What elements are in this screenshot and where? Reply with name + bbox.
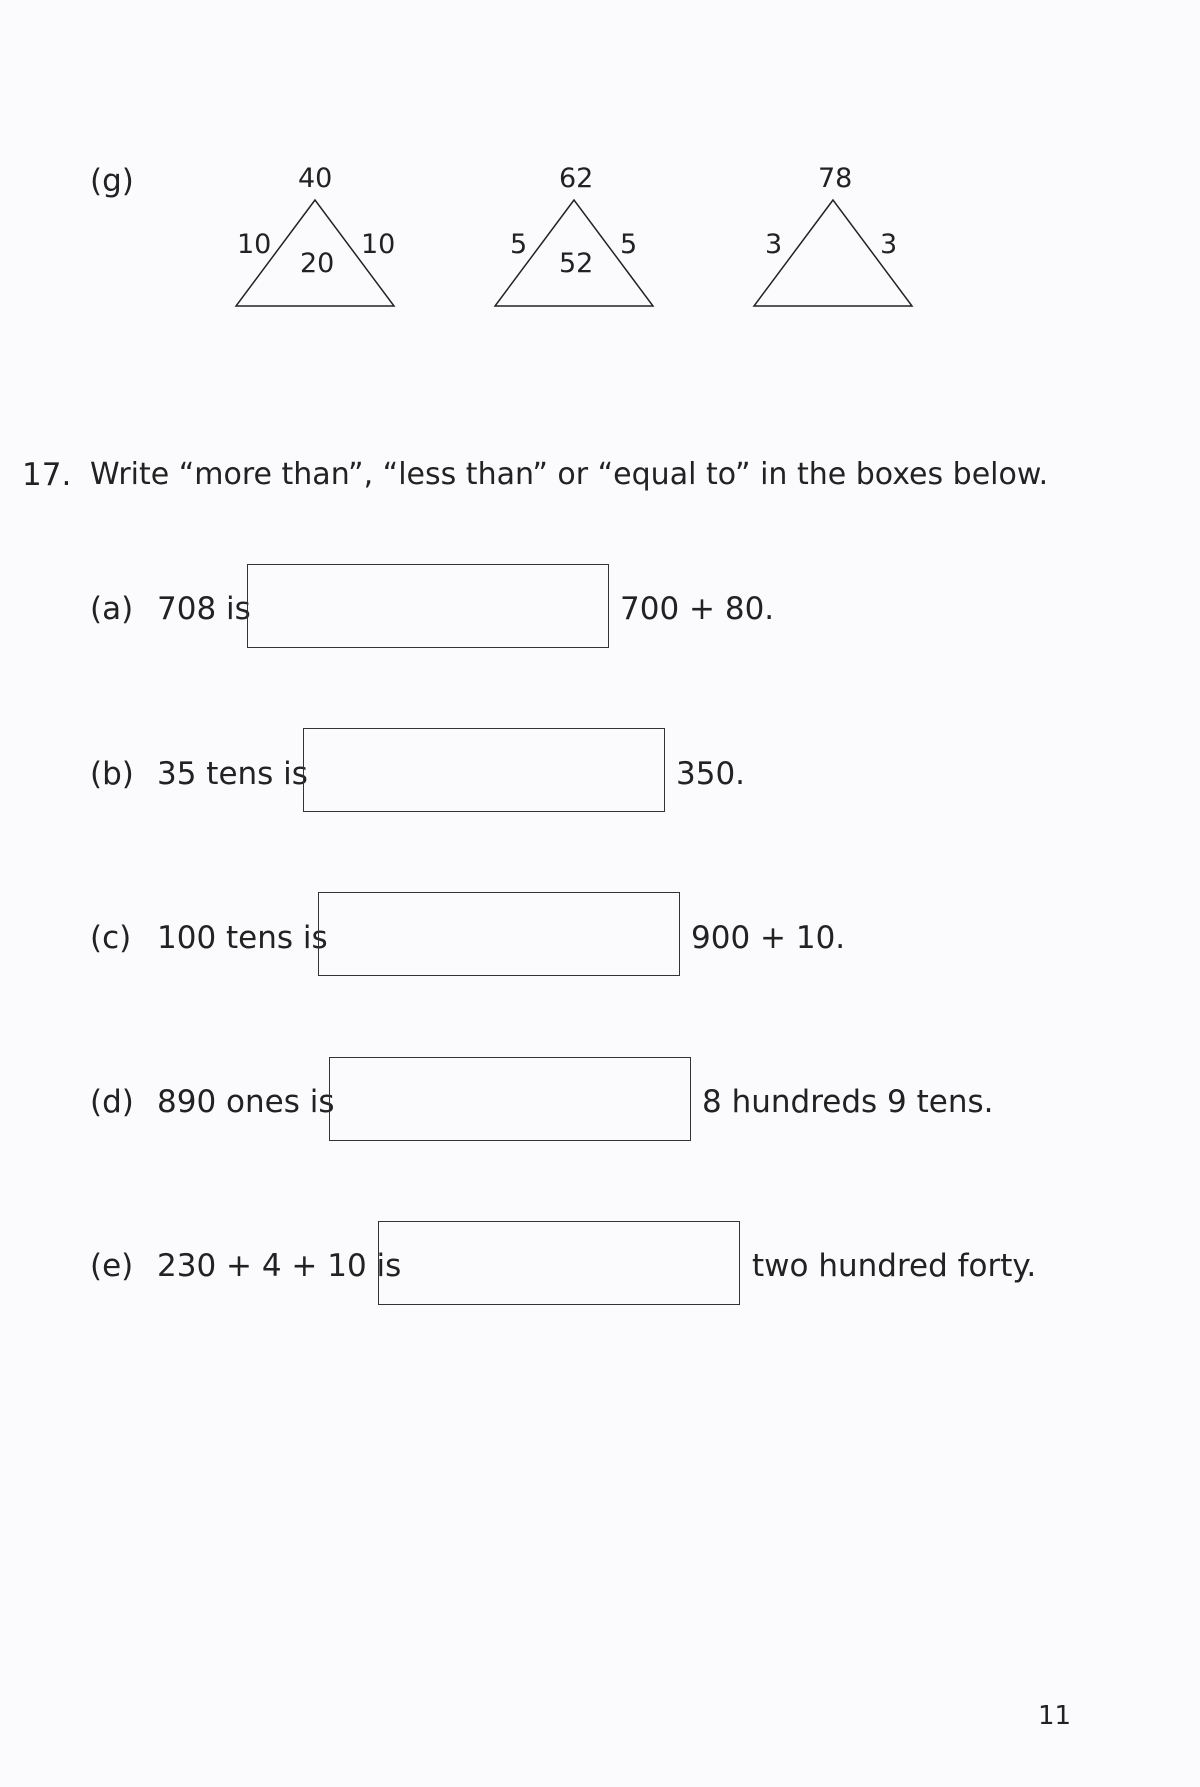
triangle-3-right: 3 [880,229,898,260]
item-b-answer-box[interactable] [303,728,665,812]
triangle-1-right: 10 [361,229,396,260]
item-d-label: (d) [90,1084,134,1120]
item-c-left-text: 100 tens is [157,920,328,956]
triangle-1-top: 40 [298,163,333,194]
triangle-1-left: 10 [237,229,272,260]
triangle-1-inside: 20 [300,248,335,279]
item-d-answer-box[interactable] [329,1057,691,1141]
item-e-label: (e) [90,1248,134,1284]
item-a-left-text: 708 is [157,591,251,627]
triangle-3-top: 78 [818,163,853,194]
question-17-instruction: Write “more than”, “less than” or “equal to” in the boxes below. [90,457,1049,492]
item-a-answer-box[interactable] [247,564,609,648]
item-d-left-text: 890 ones is [157,1084,335,1120]
triangle-2-top: 62 [559,163,594,194]
item-c-right-text: 900 + 10. [691,920,846,956]
question-17-number: 17. [22,457,72,493]
item-e-right-text: two hundred forty. [752,1248,1037,1284]
item-d-right-text: 8 hundreds 9 tens. [702,1084,994,1120]
page-number: 11 [1038,1701,1072,1731]
item-a-right-text: 700 + 80. [620,591,775,627]
item-b-label: (b) [90,756,134,792]
item-e-answer-box[interactable] [378,1221,740,1305]
item-b-left-text: 35 tens is [157,756,308,792]
item-a-label: (a) [90,591,134,627]
item-e-left-text: 230 + 4 + 10 is [157,1248,402,1284]
part-g-label: (g) [90,163,134,199]
triangle-2-right: 5 [620,229,638,260]
triangle-2-left: 5 [510,229,528,260]
item-b-right-text: 350. [676,756,746,792]
triangle-3-left: 3 [765,229,783,260]
item-c-label: (c) [90,920,132,956]
triangle-2-inside: 52 [559,248,594,279]
item-c-answer-box[interactable] [318,892,680,976]
